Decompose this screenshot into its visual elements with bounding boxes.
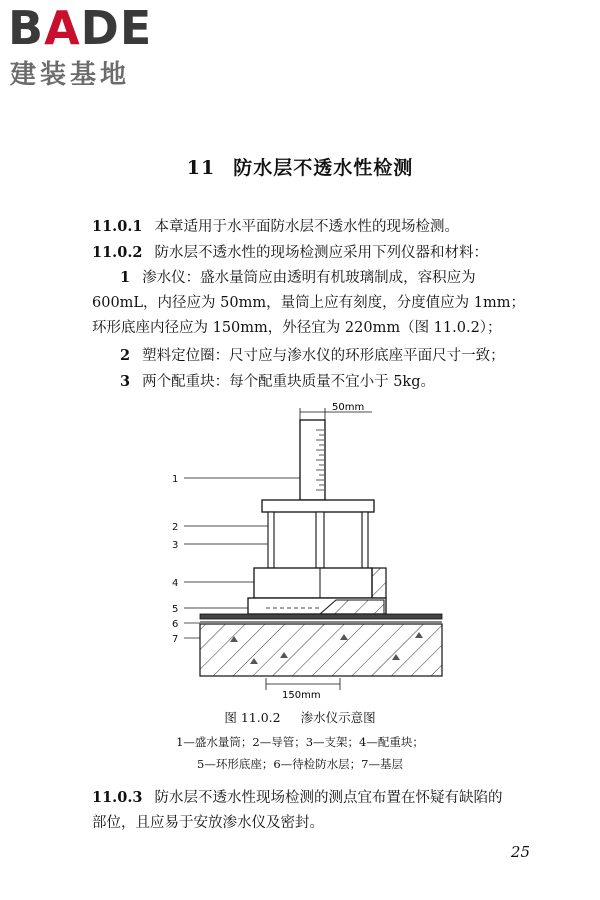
logo-accent-letter: A [44,1,81,55]
clause-11-0-1 [92,215,542,239]
clause-11-0-3 [92,786,542,810]
clause-text: 防水层不透水性现场检测的测点宜布置在怀疑有缺陷的 [154,790,503,806]
apparatus-diagram [170,402,450,702]
item-number: 1 [120,269,131,286]
item-text: 塑料定位圈：尺寸应与渗水仪的环形底座平面尺寸一致； [142,348,505,364]
logo-wordmark: BADE [8,1,153,55]
figure-legend-line-2: 5—环形底座；6—待检防水层；7—基层 [197,757,403,771]
chapter-number: 11 [186,157,216,179]
dimension-50mm [300,402,372,422]
chapter-title-text: 防水层不透水性检测 [233,157,414,179]
dimension-bottom-label: 150mm [282,690,321,701]
callout-1: 1 [172,474,179,485]
item-number: 3 [120,373,131,390]
item-2 [120,344,540,368]
clause-number: 11.0.2 [92,244,143,261]
waterproof-layer [200,614,442,619]
chapter-title [0,153,600,180]
bracket-top-plate [262,500,374,512]
item-text: 两个配重块：每个配重块质量不宜小于 5kg。 [142,374,435,390]
guide-tube [316,512,324,568]
substrate-layer [200,624,442,676]
counterweight-block [254,568,372,598]
bracket-leg-right [362,512,368,568]
page-number: 25 [510,843,530,861]
clause-number: 11.0.1 [92,218,143,235]
figure-caption [0,708,600,726]
callout-3: 3 [172,540,179,551]
item-1-line3: 环形底座内径应为 150mm，外径宜为 220mm（图 11.0.2）； [92,320,502,336]
figure-legend-line-1: 1—盛水量筒；2—导管；3—支架；4—配重块； [176,735,424,749]
callout-5: 5 [172,604,179,615]
dimension-150mm [266,678,340,701]
seepage-apparatus-figure [170,402,450,702]
callout-7: 7 [172,634,179,645]
figure-number: 图 11.0.2 [224,710,281,725]
clause-11-0-3-cont: 部位，且应易于安放渗水仪及密封。 [92,815,324,831]
item-1-line2: 600mL，内径应为 50mm，量筒上应有刻度，分度值应为 1mm； [92,295,525,311]
figure-title: 渗水仪示意图 [300,710,376,725]
item-text: 渗水仪：盛水量筒应由透明有机玻璃制成，容积应为 [142,270,476,286]
item-1-line1 [120,266,540,290]
bracket-leg-left [268,512,274,568]
counterweight-hatched [372,568,386,598]
clause-text: 防水层不透水性的现场检测应采用下列仪器和材料： [154,245,488,261]
item-3 [120,370,540,394]
clause-text: 本章适用于水平面防水层不透水性的现场检测。 [154,219,459,235]
callout-4: 4 [172,578,179,589]
item-number: 2 [120,347,131,364]
clause-number: 11.0.3 [92,789,143,806]
clause-11-0-2 [92,241,542,265]
callout-2: 2 [172,522,179,533]
dimension-top-label: 50mm [332,402,365,413]
callout-6: 6 [172,619,179,630]
logo-subtitle: 建装基地 [10,60,131,90]
